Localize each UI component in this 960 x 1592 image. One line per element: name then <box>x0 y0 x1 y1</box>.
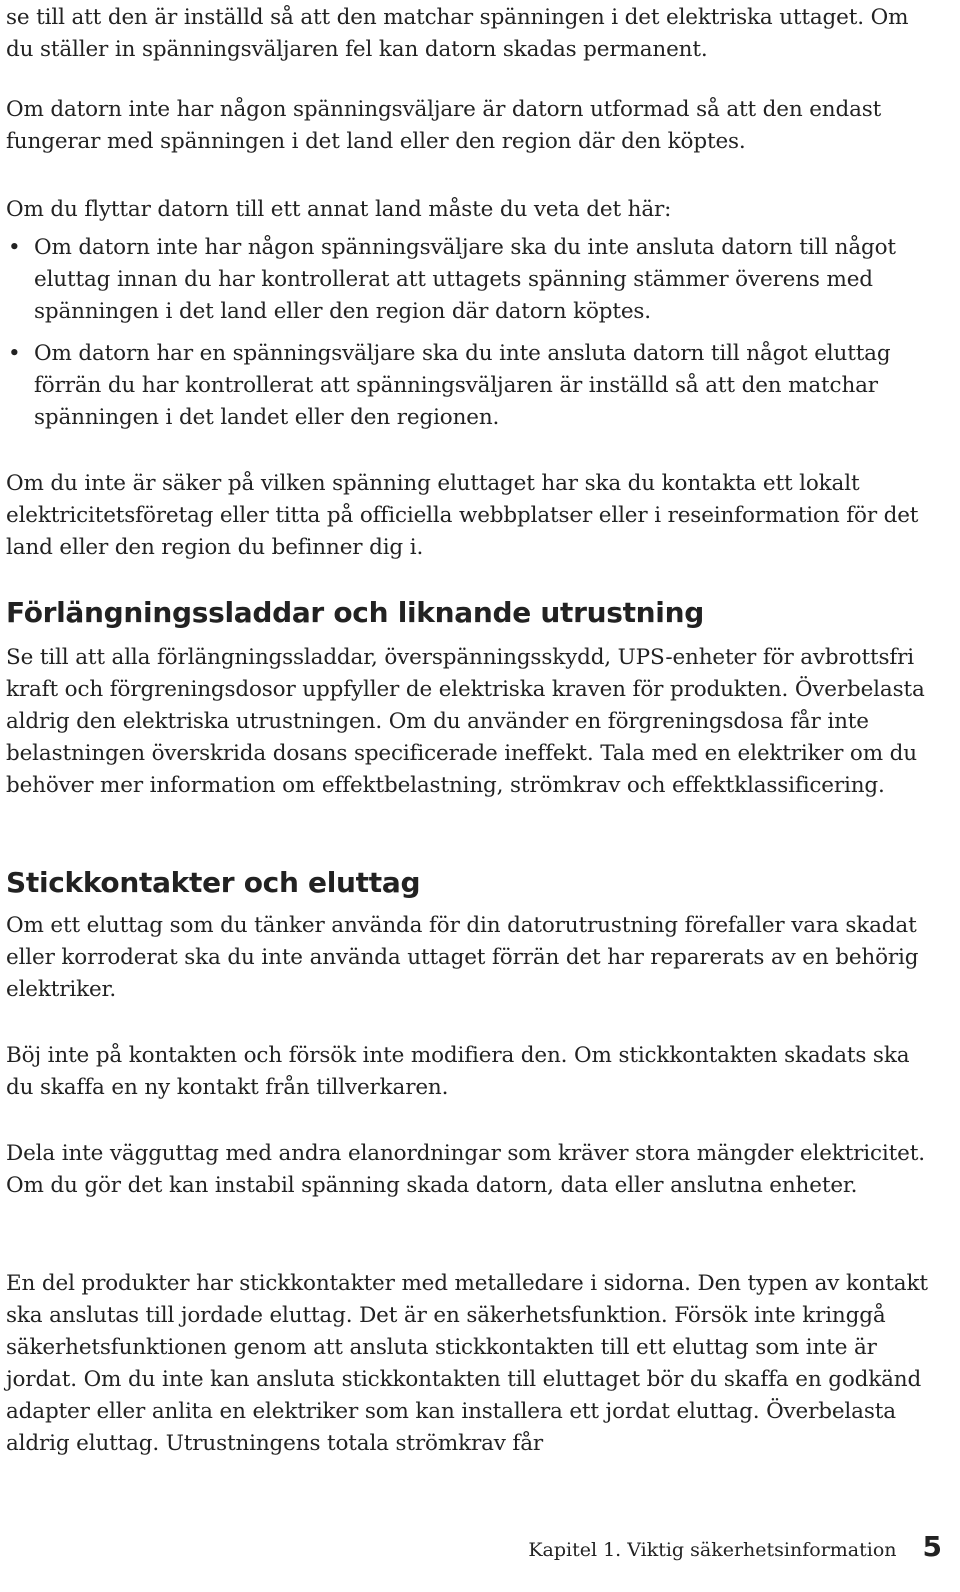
list-item-text: Om datorn har en spänningsväljare ska du inte ansluta datorn till något eluttag förrän du har kontrollerat att spänningsväljaren är inställd så att den matchar spänningen i det landet eller den regionen. <box>34 341 891 430</box>
section-heading: Förlängningssladdar och liknande utrustning <box>6 596 704 629</box>
bullet-list <box>6 338 936 434</box>
page-number: 5 <box>922 1530 942 1563</box>
paragraph-lead-in: Om du flyttar datorn till ett annat land måste du veta det här: <box>6 197 672 222</box>
paragraph: Dela inte vägguttag med andra elanordningar som kräver stora mängder elektricitet. Om du gör det kan instabil spänning skada datorn, data eller anslutna enheter. <box>6 1141 925 1198</box>
paragraph: Om du inte är säker på vilken spänning eluttaget har ska du kontakta ett lokalt elektricitetsföretag eller titta på officiella webbplatser eller i reseinformation för det land eller den region du befinner dig i. <box>6 471 919 560</box>
bullet-icon: • <box>8 341 21 366</box>
paragraph: se till att den är inställd så att den matchar spänningen i det elektriska uttaget. Om du ställer in spänningsväljaren fel kan datorn skadas permanent. <box>6 5 909 62</box>
list-item <box>6 338 936 434</box>
list-item <box>6 232 936 328</box>
paragraph: Om ett eluttag som du tänker använda för din datorutrustning förefaller vara skadat eller korroderat ska du inte använda uttaget förrän det har reparerats av en behörig elektriker. <box>6 913 919 1002</box>
section-heading: Stickkontakter och eluttag <box>6 866 421 899</box>
chapter-title: Kapitel 1. Viktig säkerhetsinformation <box>528 1539 897 1561</box>
paragraph: Om datorn inte har någon spänningsväljare är datorn utformad så att den endast fungerar med spänningen i det land eller den region där den köptes. <box>6 97 882 154</box>
page-footer <box>528 1530 942 1563</box>
paragraph: Böj inte på kontakten och försök inte modifiera den. Om stickkontakten skadats ska du skaffa en ny kontakt från tillverkaren. <box>6 1043 910 1100</box>
paragraph: En del produkter har stickkontakter med metalledare i sidorna. Den typen av kontakt ska anslutas till jordade eluttag. Det är en säkerhetsfunktion. Försök inte kringgå säkerhetsfunktionen genom att ansluta stickkontakten till ett eluttag som inte är jordat. Om du inte kan ansluta stickkontakten till eluttaget bör du skaffa en godkänd adapter eller anlita en elektriker som kan installera ett jordat eluttag. Överbelasta aldrig eluttag. Utrustningens totala strömkrav får <box>6 1271 928 1456</box>
bullet-icon: • <box>8 235 21 260</box>
list-item-text: Om datorn inte har någon spänningsväljare ska du inte ansluta datorn till något eluttag innan du har kontrollerat att uttagets spänning stämmer överens med spänningen i det land eller den region där datorn köptes. <box>34 235 896 324</box>
paragraph: Se till att alla förlängningssladdar, överspänningsskydd, UPS-enheter för avbrottsfri kraft och förgreningsdosor uppfyller de elektriska kraven för produkten. Överbelasta aldrig den elektriska utrustningen. Om du använder en förgreningsdosa får inte belastningen överskrida dosans specificerade ineffekt. Tala med en elektriker om du behöver mer information om effektbelastning, strömkrav och effektklassificering. <box>6 645 925 798</box>
bullet-list <box>6 232 936 328</box>
